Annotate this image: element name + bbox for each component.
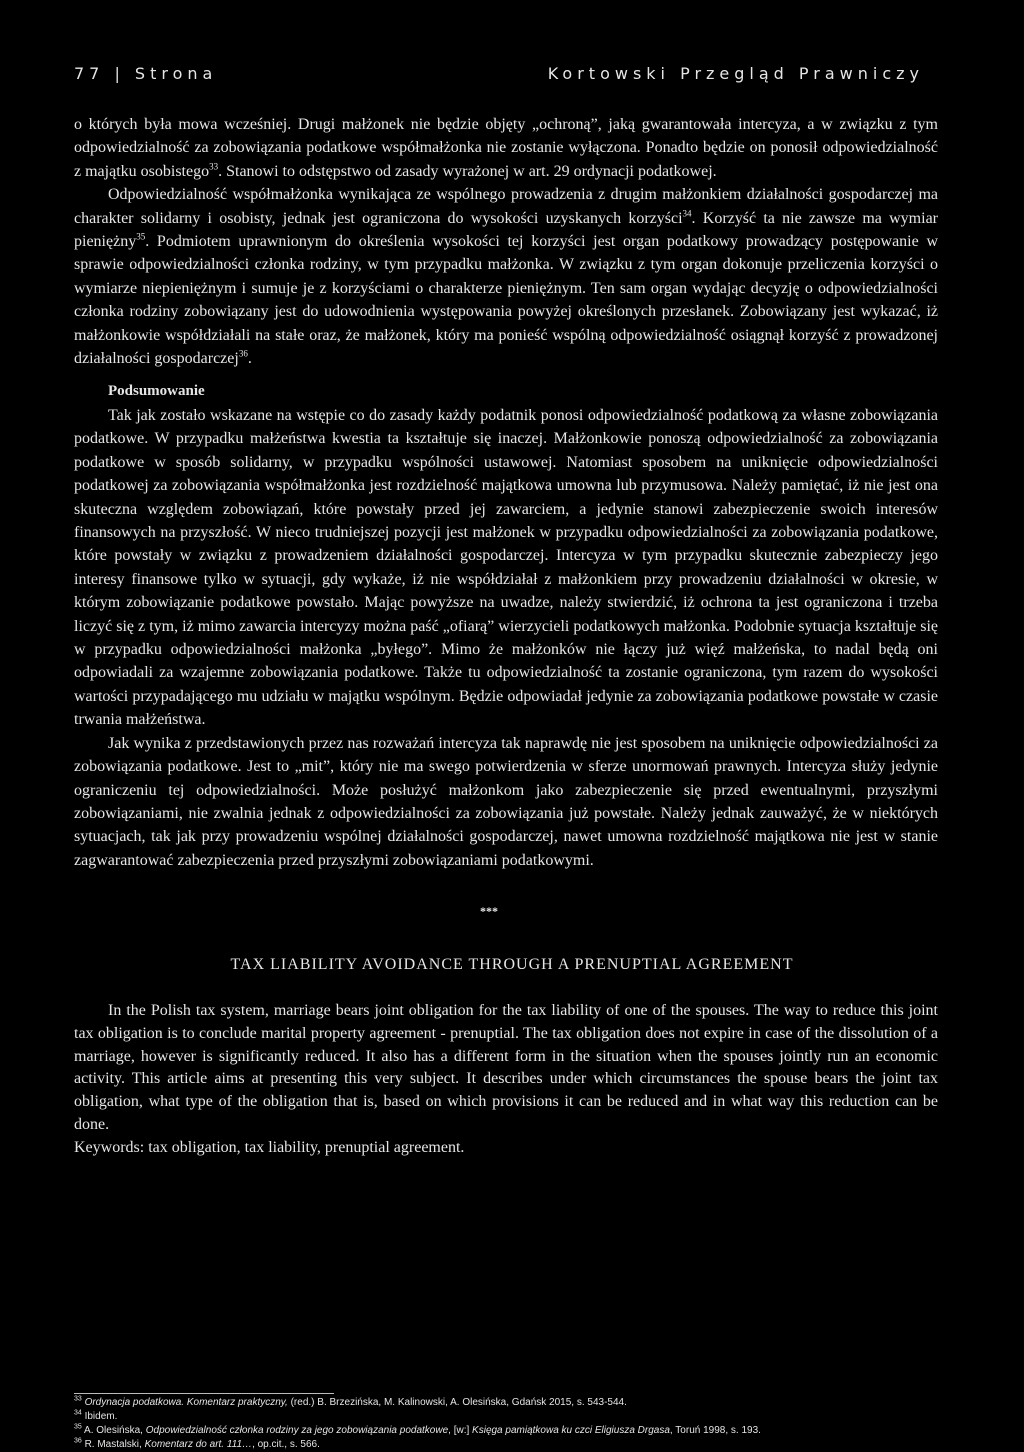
footnote-number: 35 bbox=[74, 1423, 82, 1431]
body-text bbox=[74, 113, 938, 370]
text-run: . Stanowi to odstępstwo od zasady wyrażonej w art. 29 ordynacji podatkowej. bbox=[218, 162, 717, 180]
footnote-title: Ordynacja podatkowa. Komentarz praktyczny, bbox=[84, 1397, 288, 1408]
text-run: . Podmiotem uprawnionym do określenia wysokości tej korzyści jest organ podatkowy prowadzący postępowanie w sprawie odpowiedzialności członka rodziny, w tym przypadku małżonka. W związku z tym organ dokonuje przeliczenia korzyści o wymiarze niepieniężnym i sumuje je z korzyściami o charakterze pieniężnym. Ten sam organ wydając decyzję o odpowiedzialności członka rodziny zobowiązany jest do udowodnienia występowania powyżej określonych przesłanek. Zobowiązany jest wykazać, iż małżonkowie współdziałali na stałe oraz, że małżonek, który ma ponieść wspólną odpowiedzialność osiągnął korzyść z prowadzonej działalności gospodarczej bbox=[74, 233, 938, 368]
english-abstract bbox=[74, 1000, 938, 1160]
footnote-35 bbox=[74, 1424, 954, 1438]
summary-paragraph: Jak wynika z przedstawionych przez nas rozważań intercyza tak naprawdę nie jest sposobem na uniknięcie odpowiedzialności za zobowiązania podatkowe. Jest to „mit”, który nie ma swego potwierdzenia w sferze unormowań prawnych. Intercyza służy jedynie ograniczeniu tej odpowiedzialności. Może posłużyć małżonkom jako zabezpieczenie się przed ewentualnymi, przyszłymi zobowiązaniami, nie zwalnia jednak z odpowiedzialności za zobowiązania już powstałe. Należy jednak zauważyć, że w niektórych sytuacjach, tak jak przy prowadzeniu wspólnej działalności gospodarczej, nawet umowna rozdzielność majątkowa nie jest w stanie zagwarantować zabezpieczenia przed przyszłymi zobowiązaniami podatkowymi. bbox=[74, 734, 938, 869]
footnote-text: A. Olesińska, bbox=[84, 1425, 146, 1436]
footnote-text: , [w:] bbox=[448, 1425, 473, 1436]
footnote-ref[interactable]: 34 bbox=[682, 208, 692, 219]
footnote-title: Odpowiedzialność członka rodziny za jego zobowiązania podatkowe bbox=[145, 1425, 449, 1436]
footnote-number: 33 bbox=[74, 1395, 82, 1403]
footnote-34 bbox=[74, 1410, 954, 1424]
section-separator: *** bbox=[480, 904, 498, 918]
text-run: o których była mowa wcześniej. Drugi małżonek nie będzie objęty „ochroną”, jaką gwarantowała intercyza, a w związku z tym odpowiedzialność za zobowiązania podatkowe współmałżonka nie zostanie wyłączona. Ponadto będzie on ponosił odpowiedzialność z majątku osobistego bbox=[74, 116, 938, 180]
abstract-paragraph: In the Polish tax system, marriage bears joint obligation for the tax liability of one of the spouses. The way to reduce this joint tax obligation is to conclude marital property agreement - prenuptial. The tax obligation does not expire in case of the dissolution of a marriage, however is significantly reduced. It also has a different form in the situation when the spouses jointly run an economic activity. This article aims at presenting this very subject. It describes under which circumstances the spouse bears the joint tax obligation, what type of the obligation that is, based on which provisions it can be reduced and in what way this reduction can be done. bbox=[74, 1002, 938, 1133]
footnote-title: Księga pamiątkowa ku czci Eligiusza Drgasa bbox=[472, 1425, 670, 1436]
footnote-36 bbox=[74, 1438, 954, 1452]
footnote-number: 34 bbox=[74, 1409, 82, 1417]
english-title: TAX LIABILITY AVOIDANCE THROUGH A PRENUPTIAL AGREEMENT bbox=[230, 956, 794, 973]
page-header bbox=[74, 64, 924, 83]
footnote-text: (red.) B. Brzezińska, M. Kalinowski, A. Olesińska, Gdańsk 2015, s. 543-544. bbox=[287, 1397, 627, 1408]
summary-paragraph: Tak jak zostało wskazane na wstępie co do zasady każdy podatnik ponosi odpowiedzialność podatkową za własne zobowiązania podatkowe. W przypadku małżeństwa kwestia ta kształtuje się inaczej. Małżonkowie ponoszą odpowiedzialność za zobowiązania podatkowe w sposób solidarny, w przypadku wspólności ustawowej. Natomiast sposobem na uniknięcie odpowiedzialności podatkowej za zobowiązania współmałżonka jest rozdzielność majątkowa umowna lub przymusowa. Należy pamiętać, iż nie jest ona skuteczna względem zobowiązań, które powstały przed jej zawarciem, a jedynie stanowi zabezpieczenie swoich interesów finansowych na przyszłość. W nieco trudniejszej pozycji jest małżonek w przypadku odpowiedzialności za zobowiązania podatkowe, które powstały w związku z prowadzeniem działalności gospodarczej. Intercyza w tym przypadku skutecznie zabezpieczy jego interesy finansowe tylko w sytuacji, gdy wykaże, iż nie współdziałał z małżonkiem przy prowadzeniu działalności w okresie, w którym zobowiązanie podatkowe powstało. Mając powyższe na uwadze, należy stwierdzić, iż ochrona ta jest ograniczona i trzeba liczyć się z tym, iż mimo zawarcia intercyzy można paść „ofiarą” wierzycieli podatkowych małżonka. Podobnie sytuacja kształtuje się w przypadku odpowiedzialności małżonka „byłego”. Mimo że małżonków nie łączy już więź małżeńska, to nadal będą oni odpowiadali za wzajemne zobowiązania podatkowe. Także tu odpowiedzialność ta zostanie ograniczona, tym razem do wysokości wartości przypadającego mu udziału w majątku wspólnym. Będzie odpowiadał jedynie za zobowiązania podatkowe powstałe w czasie trwania małżeństwa. bbox=[74, 407, 938, 729]
footnote-ref[interactable]: 33 bbox=[209, 161, 219, 172]
text-run: Odpowiedzialność współmałżonka wynikająca ze wspólnego prowadzenia z drugim małżonkiem działalności gospodarczej ma charakter solidarny i osobisty, jednak jest ograniczona do wysokości uzyskanych korzyści bbox=[74, 186, 938, 227]
footnote-text: Ibidem. bbox=[84, 1411, 118, 1422]
footnote-text: , op.cit., s. 566. bbox=[252, 1439, 320, 1450]
journal-title: Kortowski Przegląd Prawniczy bbox=[547, 64, 924, 83]
footnote-ref[interactable]: 36 bbox=[238, 348, 248, 359]
footnote-divider bbox=[74, 1393, 334, 1394]
keywords: Keywords: tax obligation, tax liability, prenuptial agreement. bbox=[74, 1138, 465, 1156]
summary-section bbox=[74, 404, 938, 872]
section-heading: Podsumowanie bbox=[108, 383, 205, 399]
footnote-number: 36 bbox=[74, 1437, 82, 1445]
page-number: 77 | Strona bbox=[74, 64, 218, 83]
text-run: . bbox=[247, 350, 252, 368]
paragraph-joint-liability bbox=[74, 183, 938, 370]
footnote-33 bbox=[74, 1396, 954, 1410]
footnote-text: , Toruń 1998, s. 193. bbox=[669, 1425, 761, 1436]
paragraph-continuation bbox=[74, 113, 938, 183]
text-run: . Korzyść ta nie zawsze ma wymiar pieniężny bbox=[74, 209, 939, 251]
footnotes bbox=[74, 1396, 954, 1452]
footnote-ref[interactable]: 35 bbox=[136, 231, 146, 242]
footnote-title: Komentarz do art. 111… bbox=[144, 1439, 253, 1450]
footnote-text: R. Mastalski, bbox=[84, 1439, 145, 1450]
